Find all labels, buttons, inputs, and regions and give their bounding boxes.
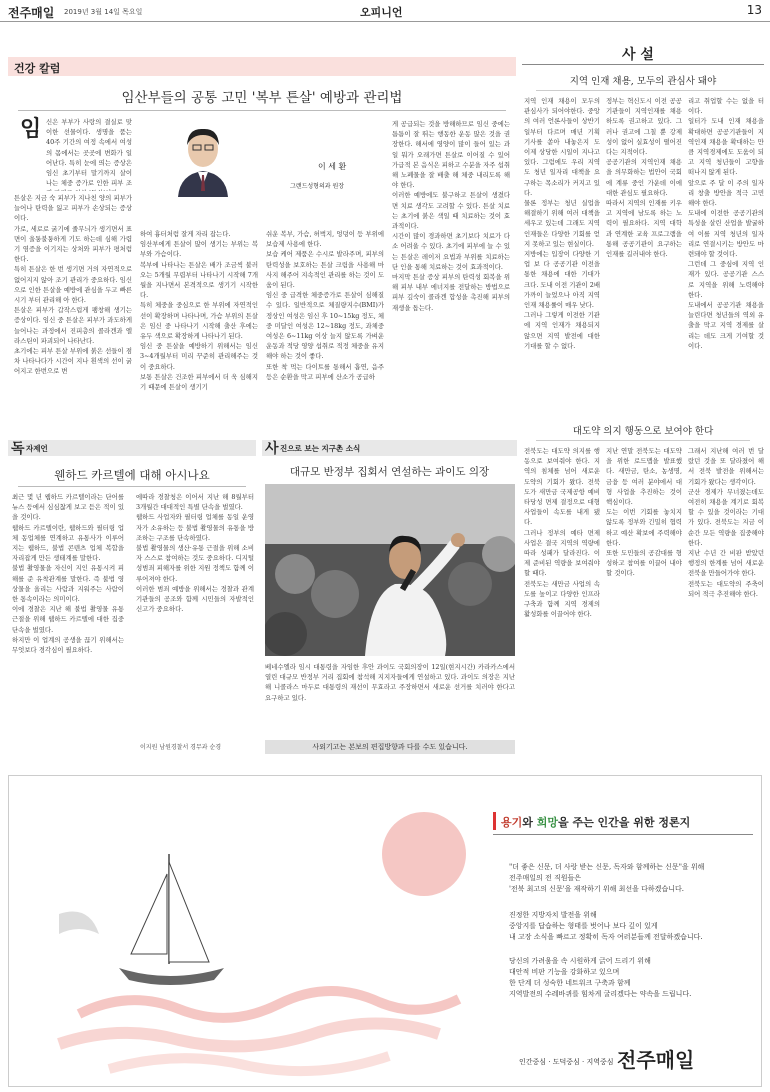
header-date: 2019년 3월 14일 목요일: [64, 8, 143, 16]
reader-opinion-col1: 최근 몇 년 웹하드 카르텔이라는 단어를 뉴스 등에서 심심찮게 보고 듣은 적이 있을 것이다. 웹하드 카르텔이란, 웹하드와 필터링 업체 동업체를 연계하고 유통사가 이루어지는 웹하드, 불법 콘텐츠 업체 복합을 자리잡게 만든 생태계를 말한다. 불법 촬영물을 자신이 지인 유통시켜 피해를 준 유착관계를 말한다. 즉 불법 영상물을 올리는 사람과 지워주는 사람이 한 통속이라는 의미이다. 이에 경찰은 지난 해 불법 촬영물 유통 근절을 위해 웹하드 카르텔에 대한 집중 단속을 벌였다. 하지만 이 업계의 공생을 끊기 위해서는 무엇보다 경각심이 필요하다.: [12, 493, 124, 655]
health-col1: 튼살은 지금 숙 피부가 지나친 양의 피부가 늘어나 탄력을 잃고 피부가 손상되는 증상이다. 가로, 세로로 굵기에 줄무늬가 생기면서 표면이 울퉁불퉁하게 기도 하는데 심해 가렵기 염증을 이기지는 상처와 피부가 평처럼 한다. 특히 튼살은 한 번 생기면 거의 자연적으로 없어지지 않아 조기 관리가 중요하다. 임신으로 인한 튼살을 예방에 관심을 두고 빠른 시기 부터 관리해 아 한다. 튼살은 피부가 갑작스럽게 팽창해 생기는 증상이다. 임신 중 튼살은 피부가 과도하게 늘어나는 과정에서 진피층의 콜라겐과 엘라스틴이 파괴되어 나타난다. 초기에는 피부 튼살 부위에 붉은 선들이 점차 나타나다가 시간이 지나 흰색의 선이 굵어지고 한번으로 변: [14, 194, 132, 376]
author-name: 이 세 환: [318, 162, 347, 171]
reader-opinion-label-big: 독: [11, 441, 25, 457]
photo-news: [262, 440, 517, 756]
health-column-label: 건강 칼럼: [14, 62, 61, 75]
health-column-title: 임산부들의 공통 고민 '복부 튼살' 예방과 관리법: [121, 90, 403, 106]
health-col4: 게 공급되는 것을 방해하므로 임신 중에는 틈틈이 잘 뛰는 행동한 운동 많은 것을 권장한다. 해서에 영양이 많이 들어 있는 과일 뭐가 오래가면 튼살로 이어질 수 있어 가급적 본 음식은 피하고 수분을 자주 섭취해 노폐물을 잘 배출 해 체중 내리도록 해야 한다. 이러한 예방에도 불구하고 튼살이 생겼다면 치료 생각도 고려할 수 있다. 튼살 치료는 초기에 붉은 색일 때 치료하는 것이 효과적이다. 시간이 많이 경과하면 초기보다 치료가 다소 어려울 수 있다. 초기에 피부에 늘 수 있는 튼살은 레이저 요법과 부위를 치료하는 단 인을 통해 치료하는 것이 효과적이다. 마지막 튼살 증상 피부의 탄력성 회복을 위해 피부 내부 에너지를 전달하는 방법으로 피부 깊숙이 콜라겐 합성을 촉진해 피부의 재생을 돕는다.: [392, 120, 510, 312]
ad-title-bar: [493, 812, 496, 830]
reader-opinion-title-rule: [18, 486, 246, 487]
photo-news-title: 대규모 반정부 집회서 연설하는 과이도 의장: [289, 466, 490, 478]
ad-slogan: 인간중심 · 도덕중심 · 지역중심: [519, 1058, 614, 1066]
health-dropcap: 임: [20, 116, 42, 142]
ad-body-1: "더 좋은 신문, 더 사랑 받는 신문, 독자와 함께하는 신문"을 위해 전주매일의 전 직원들은 '전북 최고의 신문'을 재작하기 위해 최선을 다하겠습니다.: [509, 863, 705, 893]
news-photo: [265, 484, 515, 656]
editorial-title-2-rule: [536, 440, 750, 441]
photo-news-caption: 베네수엘라 임시 대통령을 자임한 후안 과이도 국회의장이 12일(현지시간) 카라카스에서 열린 대규모 반정부 거리 집회에 참석해 지지자들에게 연설하고 있다. 과이도 의장은 지난해 니콜라스 마두로 대통령의 재선이 무효라고 주장하면서 새로운 선거를 치러야 한다고 요구하고 있다.: [265, 663, 515, 702]
ad-title-rule: [493, 834, 753, 835]
ad-brand: 전주매일: [617, 1048, 695, 1072]
ad-illustration: [19, 784, 489, 1080]
health-intro: 신은 부부가 사랑의 결실로 맞이한 선물이다. 생명을 품는 40주 기간의 여정 속에서 여성의 몸에서는 곳곳에 변화가 일어난다. 특히 눈에 띄는 증상은 임신 초기부터 말기까지 살이 나는 체중 증가로 인한 피부 조: [46, 118, 132, 188]
ad-panel: [8, 775, 762, 1087]
health-column-label-box: [8, 57, 516, 76]
header-page-number: 13: [746, 3, 762, 17]
ad-body-3: 당신의 가려움을 속 시원하게 긁어 드리기 위해 대안적 비판 기능을 강화하고 있으며 한 단계 더 성숙한 네트워크 구축과 함께 지역발전의 수레바퀴를 힘차게 굴리겠다는 약속을 드립니다.: [509, 957, 692, 998]
reader-opinion: [8, 440, 256, 756]
editorial-body-2-col2: 지난 연말 전북도는 대도약을 위한 로드맵을 발표했다. 새만금, 탄소, 농생명, 금융 등 여러 분야에서 대형 사업을 추진하는 것이 핵심이다. 도는 이번 기회를 놓치지 않도록 정부와 긴밀히 협력하고 예산 확보에 주력해야 한다. 또한 도민들의 공감대를 형성하고 참여를 이끌어 내야 할 것이다.: [606, 447, 682, 578]
ad-title: [501, 814, 690, 830]
author-affiliation: 그랜드성형의과 원장: [290, 183, 345, 190]
editorial-body-2-col1: 전북도는 대도약 의지를 행동으로 보여줘야 한다. 지역의 침체를 넘어 새로운 도약의 기회가 왔다. 전북도가 새만금 국제공항 예비타당성 면제 결정으로 대형 사업들이 속도를 내게 됐다. 그러나 정부의 예타 면제 사업은 결국 지역의 역량에 따라 성패가 달라진다. 이제 준비된 역량을 보여줘야 할 때다. 전북도는 새만금 사업의 속도를 높이고 다양한 인프라 구축과 함께 지역 경제의 활성화를 이끌어야 한다.: [524, 447, 600, 619]
header-brand: 전주매일: [8, 6, 55, 20]
health-col3: 쉬운 복부, 가슴, 허벅지, 엉덩이 등 부위에 보습제 사용에 한다. 보습 케어 제품은 수시로 발라주며, 피부의 탄력성을 보호하는 튼살 크림을 사용해 마사지 해주어 지속적인 관리를 하는 것이 도움이 된다. 임신 중 급격한 체중증가로 튼살이 심해질 수 있다. 일반적으로 체질량지수(BMI)가 정상인 여성은 임신 후 10~15kg 정도, 체중 미달인 여성은 12~18kg 정도, 과체중 여성은 6~11kg 이상 늘지 않도록 가벼운 운동과 적당 영양 섭취로 적정 체중을 유지해야 하는 것이 좋다. 또한 착 먹는 다이트를 통해서 흡연, 음주 등은 순환을 막고 피부에 산소가 공급하: [266, 230, 384, 381]
reader-opinion-label-small: 자제언: [26, 444, 48, 453]
editorial: [522, 40, 764, 745]
health-column: [8, 57, 516, 422]
photo-news-label-box: [262, 440, 517, 456]
editorial-label: 사 설: [622, 47, 654, 63]
ad-title-courage: 용기: [501, 816, 523, 829]
reader-opinion-label-box: [8, 440, 256, 456]
ad-title-and: 와: [522, 816, 537, 829]
editorial-body-1-col1: 지역 인재 채용이 모두의 관심사가 되어야한다. 중앙의 여러 언론사들이 상반기 일부터 다르며 매년 기획 기사를 쏟아 내놓은지 도 이제 상당한 시일이 지나고 있다. 그럼에도 우리 지역도 청년 일자리 대책을 요구하는 목소리가 커지고 있다. 물론 정부는 청년 실업을 해결하기 위해 여러 대책을 세우고 있는데 그래도 지역인재들은 다양한 기회를 얻지 못하고 있는 현실이다. 지방에는 입장이 다양한 기업 보 다 공공기관 이전을 통한 채용에 대한 기대가 크다. 도내 이전 기관이 2배 가까이 늘었으나 아직 지역인재 채용률이 매우 낮다. 그러나 그렇게 이전한 기관에 지역 인재가 채용되지 않으면 지역 발전에 대한 기대를 할 수 없다.: [524, 97, 600, 350]
ad-title-hope: 희망: [536, 816, 558, 829]
reader-opinion-title: 웬하드 카르텔에 대해 아시나요: [54, 468, 210, 482]
editorial-body-1-col3: 리고 취업할 수는 없을 터이다. 일터가 도내 인재 채용을 확대하면 공공기관들이 지역인재 채용을 확대하는 만큼 지역경제에도 도움이 되고 지역 청년들이 고향을 떠나지 않게 된다. 앞으로 주 달 이 주의 일자리 창출 방안을 적극 고민해야 한다. 도내에 이전한 공공기관의 특성을 살린 산업을 발굴하여 이를 지역 청년의 일자리로 연결시키는 방안도 마련돼야 할 것이다. 그런데 그 중심에 지역 인재가 있다. 공공기관 스스로 지역을 위해 노력해야 한다. 도내에서 공공기관 채용을 늘린다면 청년들의 역외 유출을 막고 지역 경제를 살리는 데도 크게 기여할 것이다.: [688, 97, 764, 350]
reader-opinion-author: 이지원 남원경찰서 경무과 순경: [140, 744, 222, 751]
editorial-title-1-rule: [536, 90, 750, 91]
health-col2: 하여 흉터처럼 잘게 자리 잡는다. 임산부에게 튼살이 많이 생기는 부위는 복부와 가슴이다. 복부에 나타나는 튼살은 배가 조금씩 불러오는 5개월 무렵부터 나타나기 시작해 7개월을 지나면서 본격적으로 생기기 시작한다. 특히 체중을 중심으로 한 부위에 자연적인 선이 확장하며 나타나며, 가슴 부위의 튼살은 임신 중 나타나기 시작해 출산 후에는 유두 색으로 확장하게 나타나기 된다. 임신 중 튼살을 예방하기 위해서는 임신 3~4개월부터 미리 꾸준히 관리해주는 것이 중요하다. 보통 튼살은 건조한 피부에서 더 욱 심해지기 때문에 튼살이 생기기: [140, 230, 258, 392]
editorial-body-2-col3: 그래서 지난해 여러 번 달랐던 것을 또 달라졌어 해서 전북 발전을 위해서는 기회가 왔다는 생각이다. 군산 경제가 무너졌는데도 여전히 채용을 계기로 회복할 수 있을 것이라는 기대가 있다. 전북도는 지금 이 순간 모든 역량을 집중해야 한다. 지난 수년 간 비판 받았던 행정의 한계를 넘어 새로운 전북을 만들어가야 한다. 전북도는 대도약의 주축이 되어 적극 추진해야 한다.: [688, 447, 764, 598]
editorial-label-rule: [522, 64, 764, 65]
photo-news-label-big: 사: [265, 441, 279, 457]
reader-opinion-col2: 에따라 경찰청은 이어서 지난 해 8월부터 3개월간 대대적인 특별 단속을 벌였다. 웹하드 사업자와 필터링 업체를 동일 운영자가 소유하는 등 불법 촬영물의 유통을 방조하는 구조를 단속하였다. 불법 촬영물의 생산·유통 근절을 위해 소비자 스스로 참여하는 것도 중요하다. 디지털 성범죄 피해자를 위한 지원 정책도 함께 이루어져야 한다. 이러한 범죄 예방을 위해서는 경찰과 관계 기관들의 공조와 함께 시민들의 자발적인 신고가 중요하다.: [136, 493, 254, 614]
title-underline: [18, 110, 506, 111]
photo-news-disclaimer: 사외기고는 본보의 편집방향과 다를 수도 있습니다.: [312, 743, 468, 751]
author-photo: [168, 119, 238, 197]
editorial-title-1: 지역 인재 채용, 모두의 관심사 돼야: [569, 76, 717, 87]
photo-news-disclaimer-box: [265, 740, 515, 754]
header-section: 오피니언: [360, 6, 403, 19]
editorial-title-2: 대도약 의지 행동으로 보여야 한다: [572, 426, 714, 437]
ad-body-2: 진정한 지방자치 발전을 위해 중앙지를 답습하는 형태를 벗어나 보다 깊이 있게 내 고장 소식을 빠르고 정확히 독자 여러분들께 전달하겠습니다.: [509, 911, 703, 941]
ad-title-rest: 을 주는 인간을 위한 정론지: [558, 816, 691, 829]
page-header: [0, 0, 770, 22]
photo-news-label-small: 진으로 보는 지구촌 소식: [280, 444, 361, 453]
editorial-body-1-col2: 정부는 혁신도시 이전 공공기관들이 지역인재를 채용하도록 권고하고 있다. 그러나 권고에 그칠 뿐 강제성이 없어 실효성이 떨어진다는 지적이다. 공공기관의 지역인재 채용을 의무화하는 법안이 국회에 계류 중인 가운데 이에 대한 관심도 필요하다. 따라서 지역의 인재를 키우고 지역에 남도록 하는 노력이 필요하다. 지역 대학과 연계한 교육 프로그램을 통해 공공기관이 요구하는 인재를 길러내야 한다.: [606, 97, 682, 259]
